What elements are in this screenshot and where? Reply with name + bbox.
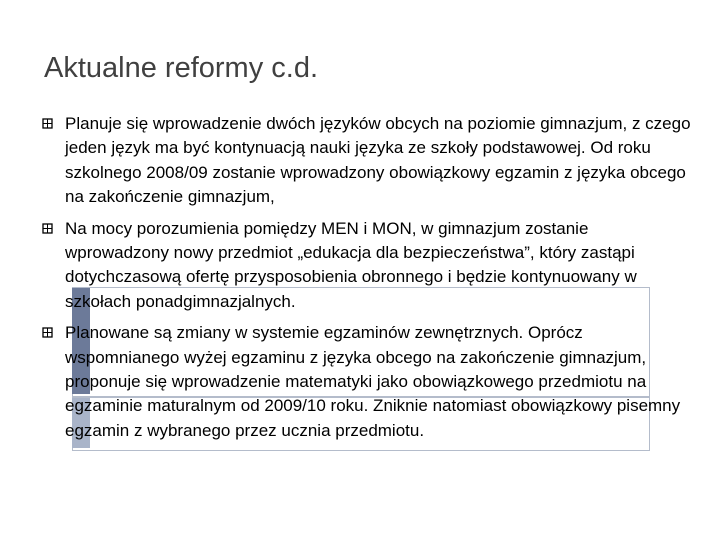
bullet-text: Na mocy porozumienia pomiędzy MEN i MON, w gimnazjum zostanie wprowadzony nowy przedmiot „edukacja dla bezpieczeństwa”, który zastąpi dotychczasową ofertę przysposobienia obronnego i będzie kontynuowany w szkołach ponadgimnazjalnych.: [65, 218, 637, 311]
bullet-item: [42, 217, 692, 315]
bullet-text: Planowane są zmiany w systemie egzaminów zewnętrznych. Oprócz wspomnianego wyżej egzaminu z języka obcego na zakończenie gimnazjum, proponuje się wprowadzenie matematyki jako obowiązkowego przedmiotu na egzaminie maturalnym od 2009/10 roku. Zniknie natomiast obowiązkowy pisemny egzamin z wybranego przez ucznia przedmiotu.: [65, 323, 681, 440]
bullet-list: [42, 112, 692, 450]
checkbox-bullet-icon: [42, 327, 53, 338]
bullet-text: Planuje się wprowadzenie dwóch języków obcych na poziomie gimnazjum, z czego jeden język ma być kontynuacją nauki języka ze szkoły podstawowej. Od roku szkolnego 2008/09 zostanie wprowadzony obowiązkowy egzamin z języka obcego na zakończenie gimnazjum,: [65, 114, 691, 207]
bullet-item: [42, 112, 692, 210]
checkbox-bullet-icon: [42, 118, 53, 129]
checkbox-bullet-icon: [42, 223, 53, 234]
slide-title: Aktualne reformy c.d.: [44, 52, 318, 84]
bullet-item: [42, 321, 692, 443]
